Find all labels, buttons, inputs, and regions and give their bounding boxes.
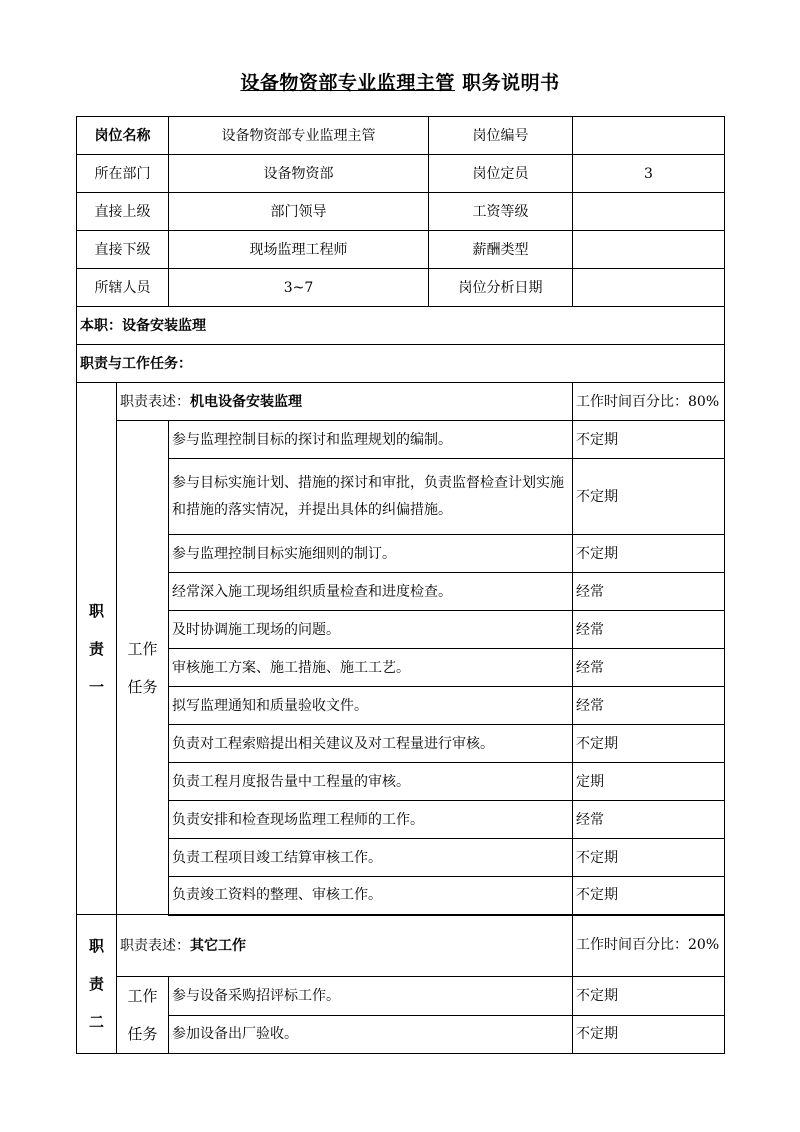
task-frequency: 不定期: [573, 421, 725, 459]
staff-label: 所辖人员: [77, 269, 169, 307]
task-text: 参与监理控制目标实施细则的制订。: [169, 535, 573, 573]
task-text: 参与设备采购招评标工作。: [169, 977, 573, 1016]
superior-label: 直接上级: [77, 193, 169, 231]
task-frequency: 经常: [573, 573, 725, 611]
pay-type-value: [573, 231, 725, 269]
dept-label: 所在部门: [77, 155, 169, 193]
title-main: 设备物资部专业监理主管: [240, 72, 455, 94]
task-text: 负责对工程索赔提出相关建议及对工程量进行审核。: [169, 725, 573, 763]
duty-main: 本职：设备安装监理: [77, 307, 725, 345]
task-frequency: 经常: [573, 611, 725, 649]
task-text: 负责安排和检查现场监理工程师的工作。: [169, 801, 573, 839]
duty2-percent: 工作时间百分比：20%: [573, 915, 725, 977]
info-row: [77, 231, 725, 269]
info-row: [77, 155, 725, 193]
duty1-task-label: 工作 任务: [117, 421, 169, 915]
task-frequency: 不定期: [573, 839, 725, 877]
task-text: 参加设备出厂验收。: [169, 1015, 573, 1054]
task-frequency: 经常: [573, 687, 725, 725]
info-row: [77, 193, 725, 231]
task-row: [77, 877, 725, 915]
duty-main-row: [77, 307, 725, 345]
task-frequency: 不定期: [573, 459, 725, 535]
title-sub: 职务说明书: [462, 72, 560, 94]
task-frequency: 经常: [573, 649, 725, 687]
subordinate-value: 现场监理工程师: [169, 231, 429, 269]
info-row: [77, 269, 725, 307]
duty1-desc-row: [77, 383, 725, 421]
salary-grade-label: 工资等级: [429, 193, 573, 231]
duty1-description: 职责表述：机电设备安装监理: [117, 383, 573, 421]
task-text: 参与目标实施计划、措施的探讨和审批，负责监督检查计划实施和措施的落实情况，并提出具体的纠偏措施。: [169, 459, 573, 535]
task-row: [77, 649, 725, 687]
task-frequency: 不定期: [573, 535, 725, 573]
duties-header-row: [77, 345, 725, 383]
task-row: [77, 421, 725, 459]
task-row: [77, 687, 725, 725]
task-text: 经常深入施工现场组织质量检查和进度检查。: [169, 573, 573, 611]
task-frequency: 不定期: [573, 977, 725, 1016]
duty1-label: 职 责 一: [77, 383, 117, 915]
task-frequency: 不定期: [573, 877, 725, 915]
task-text: 负责竣工资料的整理、审核工作。: [169, 877, 573, 915]
task-frequency: 定期: [573, 763, 725, 801]
task-text: 审核施工方案、施工措施、施工工艺。: [169, 649, 573, 687]
dept-value: 设备物资部: [169, 155, 429, 193]
post-no-label: 岗位编号: [429, 117, 573, 155]
task-row: [77, 763, 725, 801]
task-row: [77, 977, 725, 1016]
headcount-label: 岗位定员: [429, 155, 573, 193]
analysis-date-value: [573, 269, 725, 307]
task-row: [77, 725, 725, 763]
task-row: [77, 1015, 725, 1054]
task-text: 及时协调施工现场的问题。: [169, 611, 573, 649]
task-row: [77, 611, 725, 649]
duty2-label: 职 责 二: [77, 915, 117, 1054]
subordinate-label: 直接下级: [77, 231, 169, 269]
salary-grade-value: [573, 193, 725, 231]
superior-value: 部门领导: [169, 193, 429, 231]
task-row: [77, 573, 725, 611]
pay-type-label: 薪酬类型: [429, 231, 573, 269]
task-row: [77, 839, 725, 877]
task-frequency: 经常: [573, 801, 725, 839]
headcount-value: 3: [573, 155, 725, 193]
document-title: [0, 68, 800, 95]
duty2-task-label: 工作 任务: [117, 977, 169, 1054]
task-row: [77, 535, 725, 573]
job-description-table: [76, 116, 725, 1054]
task-row: [77, 801, 725, 839]
analysis-date-label: 岗位分析日期: [429, 269, 573, 307]
task-frequency: 不定期: [573, 1015, 725, 1054]
post-name-label: 岗位名称: [77, 117, 169, 155]
duty2-description: 职责表述：其它工作: [117, 915, 573, 977]
duty1-percent: 工作时间百分比：80%: [573, 383, 725, 421]
staff-value: 3~7: [169, 269, 429, 307]
post-name-value: 设备物资部专业监理主管: [169, 117, 429, 155]
post-no-value: [573, 117, 725, 155]
task-text: 参与监理控制目标的探讨和监理规划的编制。: [169, 421, 573, 459]
info-row: [77, 117, 725, 155]
duty2-desc-row: [77, 915, 725, 977]
task-text: 负责工程项目竣工结算审核工作。: [169, 839, 573, 877]
duties-header: 职责与工作任务：: [77, 345, 725, 383]
task-row: [77, 459, 725, 535]
task-text: 拟写监理通知和质量验收文件。: [169, 687, 573, 725]
task-text: 负责工程月度报告量中工程量的审核。: [169, 763, 573, 801]
task-frequency: 不定期: [573, 725, 725, 763]
